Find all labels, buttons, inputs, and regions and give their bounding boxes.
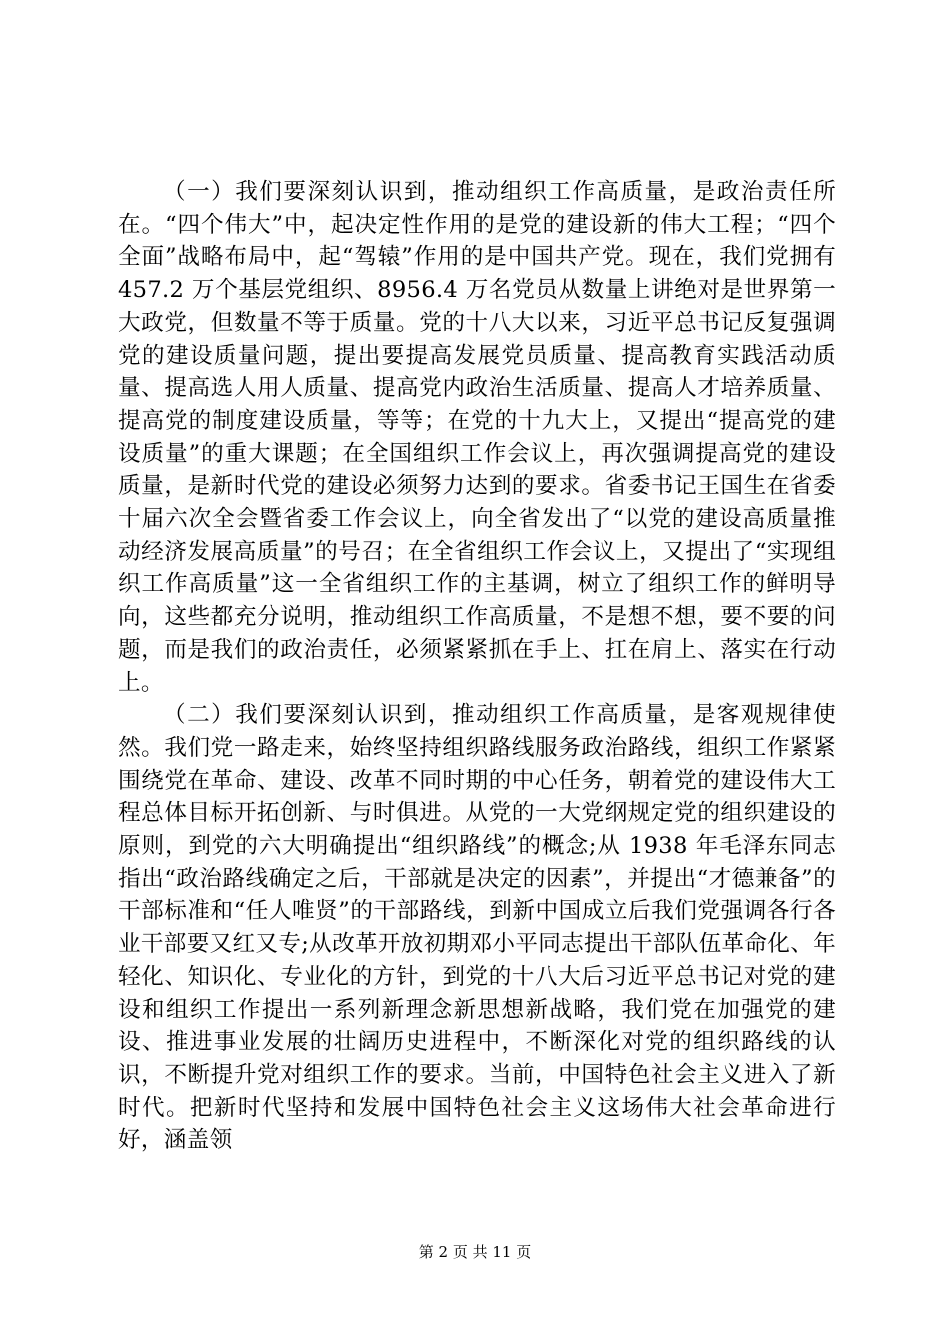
document-body: [118, 176, 836, 1157]
page-footer: 第 2 页 共 11 页: [418, 1243, 532, 1261]
paragraph-1: （一）我们要深刻认识到，推动组织工作高质量，是政治责任所在。“四个伟大”中，起决定性作用的是党的建设新的伟大工程；“四个全面”战略布局中，起“驾辕”作用的是中国共产党。现在，我们党拥有 457.2 万个基层党组织、8956.4 万名党员从数量上讲绝对是世界第一大政党，但数量不等于质量。党的十八大以来，习近平总书记反复强调党的建设质量问题，提出要提高发展党员质量、提高教育实践活动质量、提高选人用人质量、提高党内政治生活质量、提高人才培养质量、提高党的制度建设质量，等等；在党的十九大上，又提出“提高党的建设质量”的重大课题；在全国组织工作会议上，再次强调提高党的建设质量，是新时代党的建设必须努力达到的要求。省委书记王国生在省委十届六次全会暨省委工作会议上，向全省发出了“以党的建设高质量推动经济发展高质量”的号召；在全省组织工作会议上，又提出了“实现组织工作高质量”这一全省组织工作的主基调，树立了组织工作的鲜明导向，这些都充分说明，推动组织工作高质量，不是想不想，要不要的问题，而是我们的政治责任，必须紧紧抓在手上、扛在肩上、落实在行动上。: [118, 179, 836, 696]
paragraph-2: （二）我们要深刻认识到，推动组织工作高质量，是客观规律使然。我们党一路走来，始终坚持组织路线服务政治路线，组织工作紧紧围绕党在革命、建设、改革不同时期的中心任务，朝着党的建设伟大工程总体目标开拓创新、与时俱进。从党的一大党纲规定党的组织建设的原则，到党的六大明确提出“组织路线”的概念;从 1938 年毛泽东同志指出“政治路线确定之后，干部就是决定的因素”，并提出“才德兼备”的干部标准和“任人唯贤”的干部路线，到新中国成立后我们党强调各行各业干部要又红又专;从改革开放初期邓小平同志提出干部队伍革命化、年轻化、知识化、专业化的方针，到党的十八大后习近平总书记对党的建设和组织工作提出一系列新理念新思想新战略，我们党在加强党的建设、推进事业发展的壮阔历史进程中，不断深化对党的组织路线的认识，不断提升党对组织工作的要求。当前，中国特色社会主义进入了新时代。把新时代坚持和发展中国特色社会主义这场伟大社会革命进行好，涵盖领: [118, 702, 836, 1154]
